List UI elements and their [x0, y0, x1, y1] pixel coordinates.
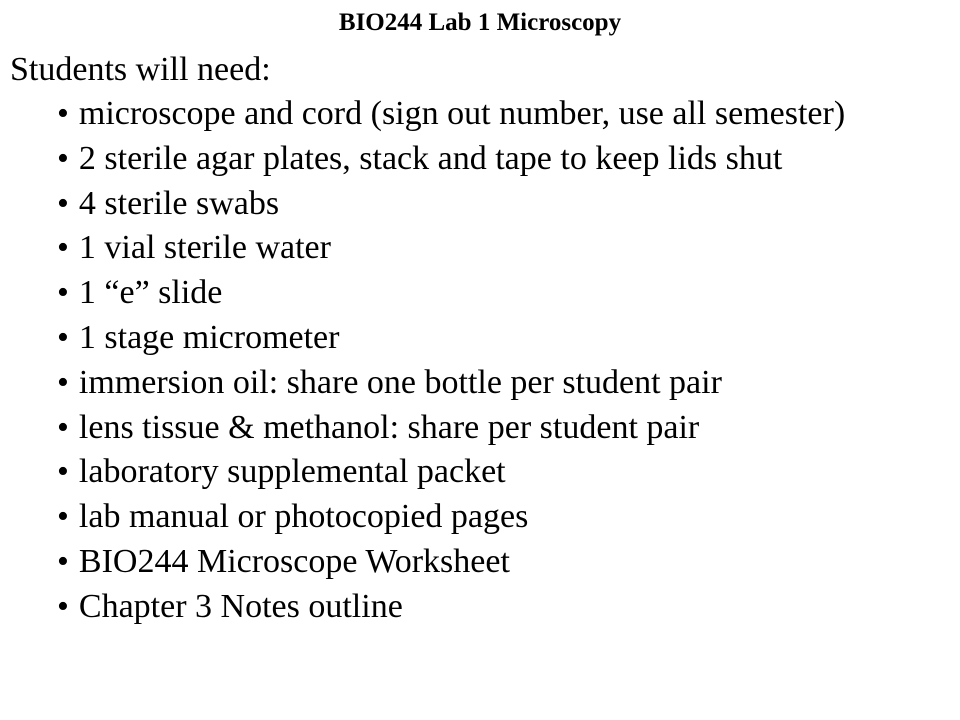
intro-heading: Students will need:: [10, 51, 271, 88]
list-item: [57, 92, 845, 137]
list-item-text: laboratory supplemental packet: [78, 453, 506, 491]
list-item: [57, 585, 845, 630]
list-item-text: immersion oil: share one bottle per student pair: [78, 363, 722, 401]
list-item: [57, 137, 845, 182]
list-item-text: 4 sterile swabs: [78, 184, 280, 222]
bullet-icon: •: [57, 229, 69, 267]
bullet-icon: •: [57, 318, 69, 356]
list-item-text: 2 sterile agar plates, stack and tape to keep lids shut: [78, 139, 783, 177]
list-item-text: microscope and cord (sign out number, use all semester): [78, 95, 846, 132]
list-item-text: 1 vial sterile water: [78, 229, 331, 267]
list-item-text: 1 “e” slide: [78, 274, 223, 312]
list-item: [57, 316, 845, 361]
list-item: [57, 271, 845, 316]
bullet-icon: •: [57, 542, 69, 580]
list-item: [57, 361, 845, 406]
list-item-text: Chapter 3 Notes outline: [78, 587, 403, 625]
bullet-icon: •: [57, 184, 69, 222]
bullet-icon: •: [57, 95, 69, 132]
list-item: [57, 495, 845, 540]
bullet-icon: •: [57, 139, 69, 177]
list-item-text: lab manual or photocopied pages: [78, 498, 529, 536]
bullet-icon: •: [57, 363, 69, 401]
bullet-icon: •: [57, 408, 69, 446]
bullet-icon: •: [57, 587, 69, 625]
list-item: [57, 182, 845, 227]
list-item-text: BIO244 Microscope Worksheet: [78, 542, 510, 580]
list-item: [57, 540, 845, 585]
supply-list: [57, 92, 845, 630]
bullet-icon: •: [57, 498, 69, 536]
list-item: [57, 450, 845, 495]
bullet-icon: •: [57, 274, 69, 312]
list-item: [57, 406, 845, 451]
bullet-icon: •: [57, 453, 69, 491]
list-item: [57, 226, 845, 271]
list-item-text: lens tissue & methanol: share per student pair: [78, 408, 700, 446]
slide-title: BIO244 Lab 1 Microscopy: [338, 9, 622, 36]
list-item-text: 1 stage micrometer: [78, 318, 340, 356]
